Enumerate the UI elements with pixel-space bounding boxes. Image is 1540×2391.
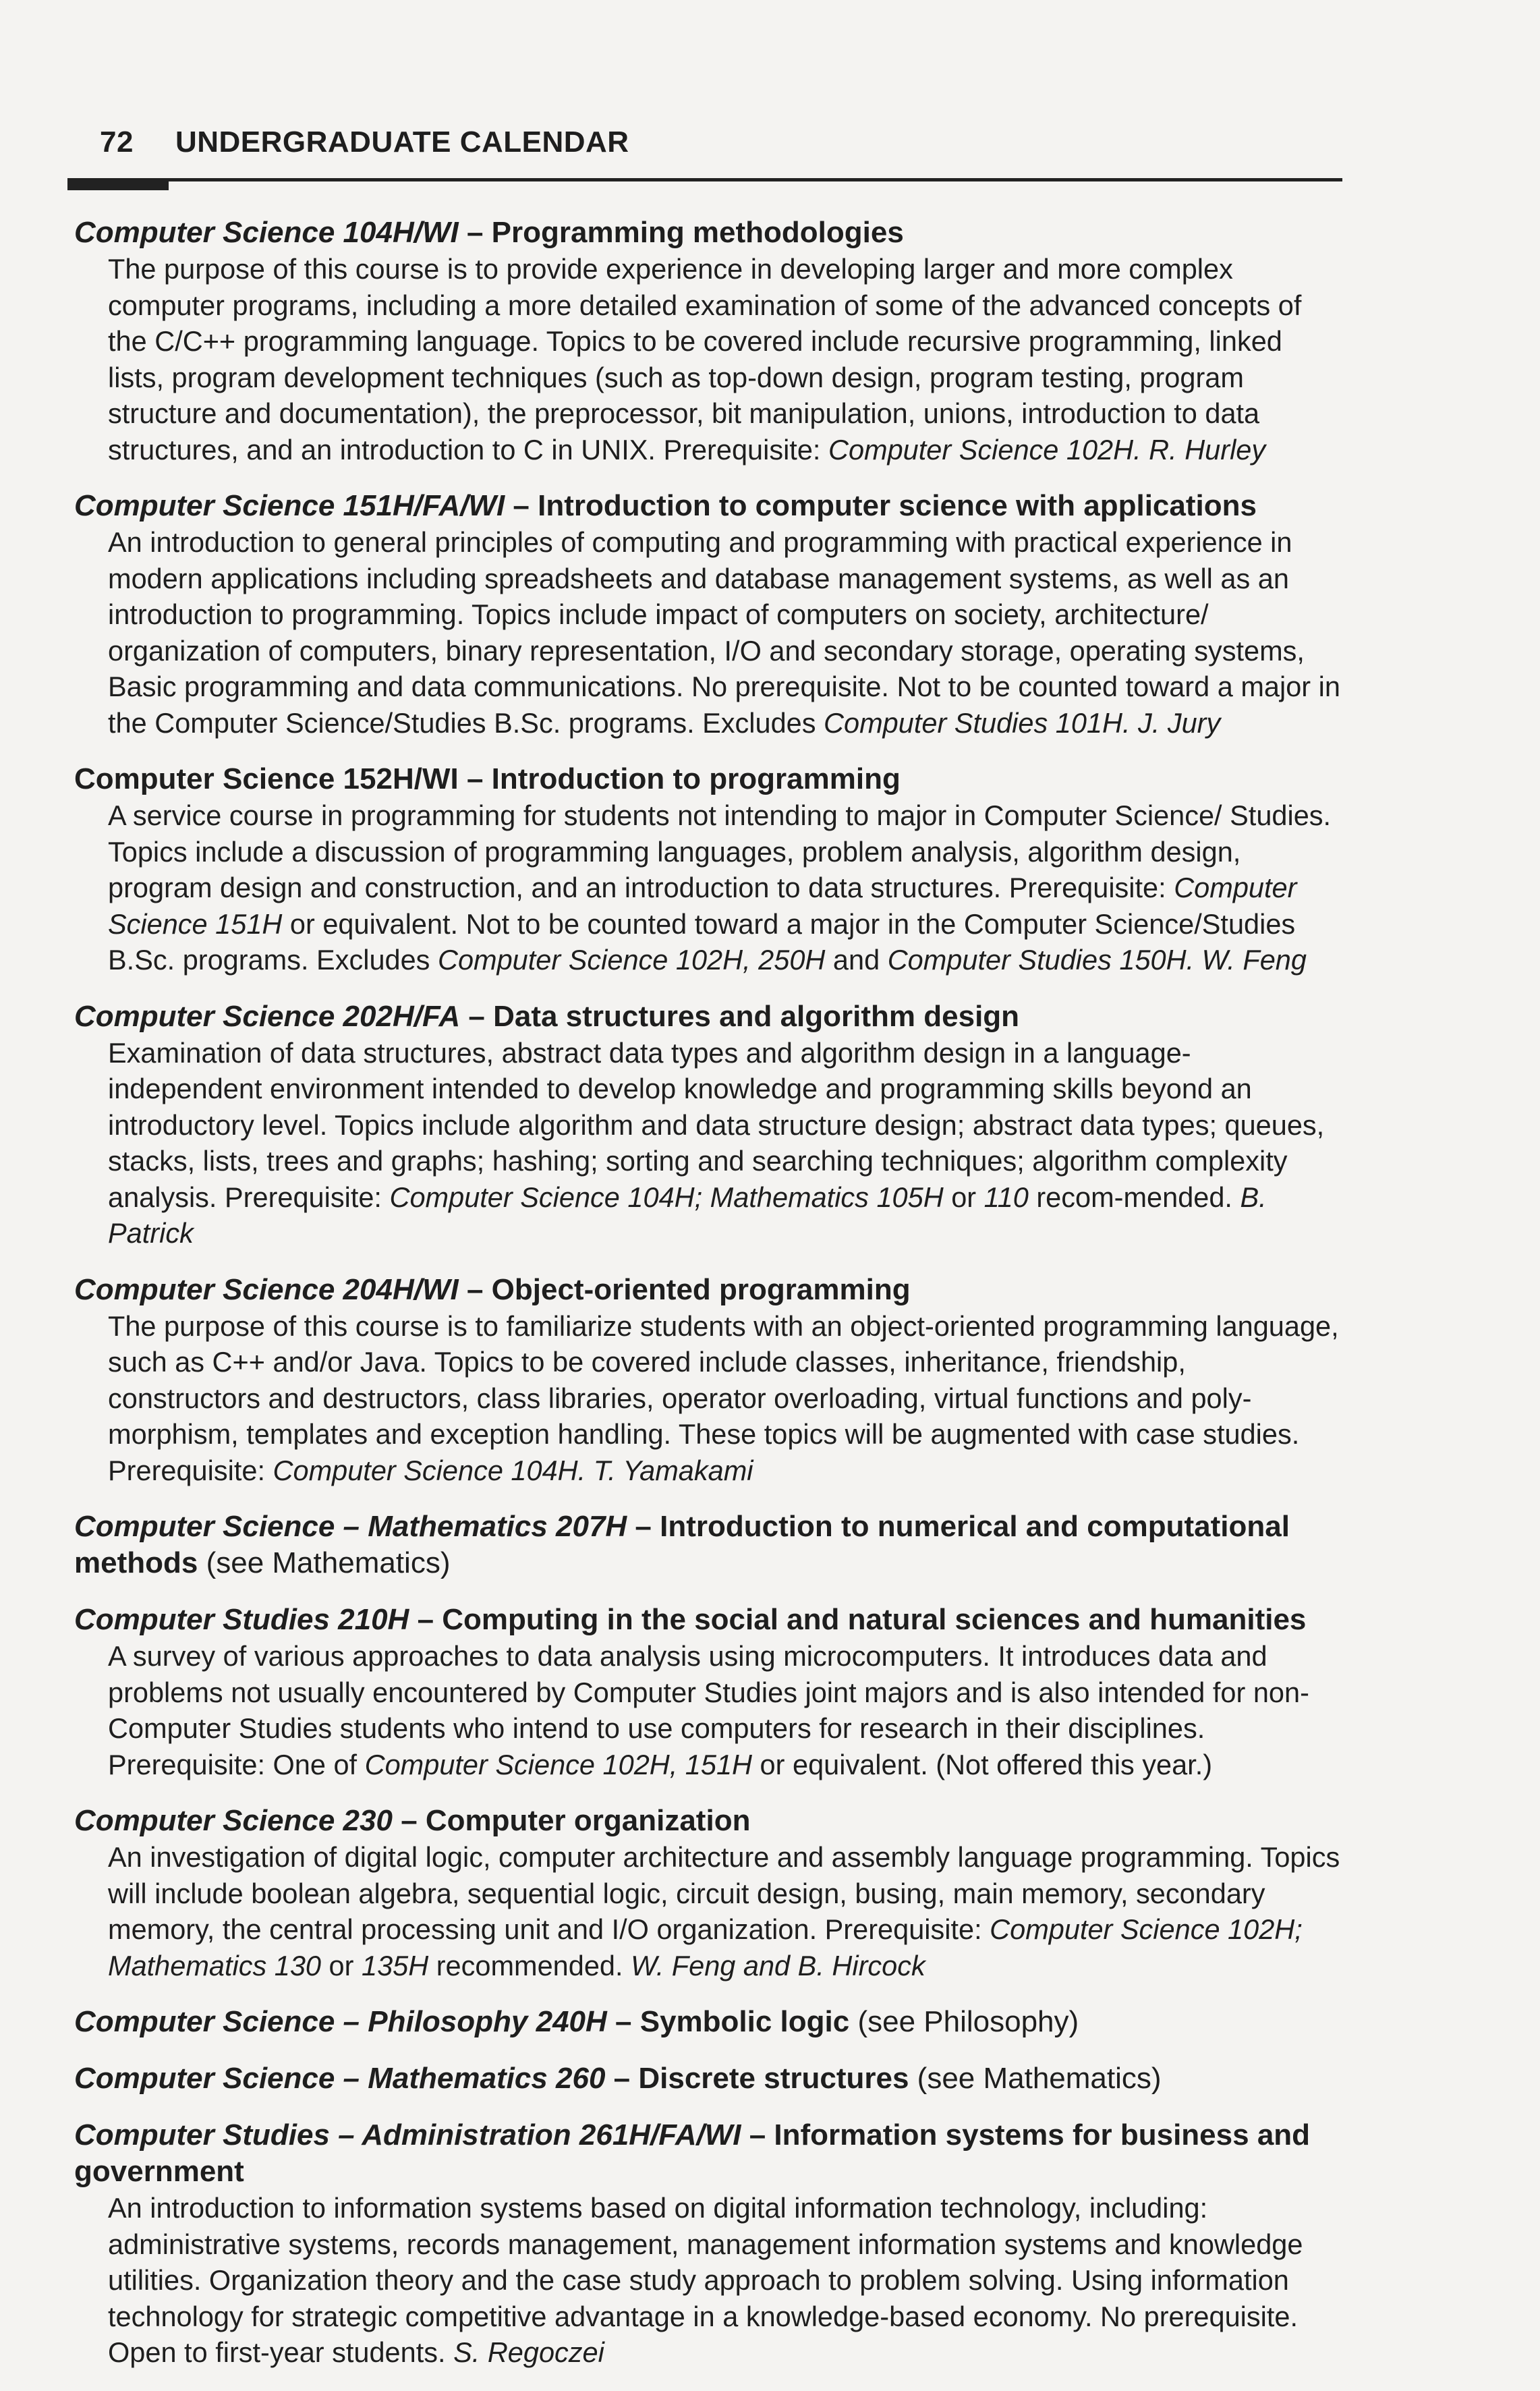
description-text: or equivalent. Not to be counted toward a major in the Computer Science/Studies B.Sc. programs. Excludes (108, 907, 1296, 976)
course-description (74, 251, 1342, 468)
italic-reference: Computer Science 102H, 151H (364, 1748, 753, 1780)
course-entry (74, 488, 1342, 741)
description-text: Examination of data structures, abstract data types and algorithm design in a language-independent environment intended to develop knowledge and programming skills beyond an introductory level. Topics include algorithm and data structure design; abstract data types; queues, stacks, lists, trees and graphs; hashing; sorting and searching techniques; algorithm complexity analysis. Prerequisite: (108, 1036, 1325, 1213)
description-text: A service course in programming for students not intending to major in Computer Science/ Studies. Topics include a discussion of programming languages, problem analysis, algorithm design, program design and construction, and an introduction to data structures. Prerequisite: (108, 799, 1332, 903)
course-title: Information systems for business and government (74, 2118, 1311, 2188)
description-text: or (943, 1181, 984, 1213)
course-code: Computer Science 152H/WI (74, 762, 459, 795)
description-text: The purpose of this course is to familiarize students with an object-oriented programming language, such as C++ and/or Java. Topics to be covered include classes, inheritance, friendship, constructors and destructors, class libraries, operator overloading, virtual functions and poly-morphism, templates and exception handling. These topics will be augmented with case studies. Prerequisite: (108, 1310, 1339, 1486)
heading-separator: – (458, 762, 492, 795)
course-title: Object-oriented programming (491, 1272, 911, 1306)
course-entry (74, 761, 1342, 978)
course-code: Computer Science 204H/WI (74, 1272, 459, 1306)
course-entry (74, 215, 1342, 468)
heading-separator: – (741, 2118, 774, 2151)
course-heading (74, 998, 1342, 1035)
course-code: Computer Studies – Administration 261H/FA/WI (74, 2118, 741, 2151)
course-description (74, 2190, 1342, 2371)
italic-reference: Computer Science 102H; Mathematics 130 (108, 1913, 1303, 1981)
course-title: Data structures and algorithm design (493, 999, 1020, 1033)
course-code: Computer Science – Mathematics 207H (74, 1510, 627, 1543)
course-entry (74, 1803, 1342, 1984)
course-title: Discrete structures (638, 2062, 909, 2095)
course-heading (74, 1803, 1342, 1839)
description-text: An investigation of digital logic, computer architecture and assembly language programming. Topics will include boolean algebra, sequential logic, circuit design, busing, main memory, secondary memory, the central processing unit and I/O organization. Prerequisite: (108, 1841, 1340, 1945)
course-description (74, 1035, 1342, 1251)
description-text: recommended. (428, 1949, 631, 1981)
course-code: Computer Science 104H/WI (74, 216, 459, 249)
italic-reference: Computer Studies 101H. J. Jury (824, 706, 1221, 739)
course-list (74, 215, 1342, 2391)
cross-reference: (see Mathematics) (909, 2062, 1162, 2095)
heading-separator: – (606, 2005, 640, 2038)
italic-reference: S. Regoczei (453, 2336, 604, 2368)
course-entry (74, 2060, 1342, 2097)
italic-reference: Computer Science 102H, 250H (437, 944, 826, 976)
italic-reference: B. Patrick (108, 1181, 1267, 1249)
course-heading (74, 1602, 1342, 1638)
course-entry (74, 1272, 1342, 1489)
heading-separator: – (458, 1272, 492, 1306)
description-text: The purpose of this course is to provide experience in developing larger and more complex computer programs, including a more detailed examination of some of the advanced concepts of the C/C++ programming language. Topics to be covered include recursive programming, linked lists, program development techniques (such as top-down design, program testing, program structure and documentation), the preprocessor, bit manipulation, unions, introduction to data structures, and an introduction to C in UNIX. Prerequisite: (108, 253, 1302, 466)
course-code: Computer Science 151H/FA/WI (74, 489, 505, 522)
course-description (74, 797, 1342, 978)
course-code: Computer Science 230 (74, 1804, 393, 1837)
course-entry (74, 1509, 1342, 1581)
cross-reference: (see Mathematics) (198, 1546, 451, 1579)
heading-separator: – (627, 1510, 660, 1543)
course-title: Computer organization (425, 1804, 751, 1837)
course-heading (74, 2117, 1342, 2190)
description-text: or equivalent. (Not offered this year.) (752, 1748, 1213, 1780)
course-heading (74, 2060, 1342, 2097)
course-code: Computer Science – Philosophy 240H (74, 2005, 607, 2038)
header-rule-tab (67, 178, 169, 190)
course-heading (74, 1509, 1342, 1581)
description-text: An introduction to general principles of computing and programming with practical experience in modern applications including spreadsheets and database management systems, as well as an introduction to programming. Topics include impact of computers on society, architecture/ organization of computers, binary representation, I/O and secondary storage, operating systems, Basic programming and data communications. No prerequisite. Not to be counted toward a major in the Computer Science/Studies B.Sc. programs. Excludes (108, 526, 1340, 739)
heading-separator: – (409, 1603, 443, 1636)
heading-separator: – (605, 2062, 639, 2095)
course-entry (74, 998, 1342, 1251)
italic-reference: Computer Science 104H. T. Yamakami (273, 1454, 753, 1486)
description-text: or (321, 1949, 362, 1981)
course-description (74, 1839, 1342, 1984)
italic-reference: 110 (983, 1181, 1029, 1213)
course-description (74, 524, 1342, 741)
heading-separator: – (392, 1804, 426, 1837)
course-title: Programming methodologies (491, 216, 904, 249)
course-entry (74, 2004, 1342, 2040)
running-title: UNDERGRADUATE CALENDAR (175, 125, 629, 159)
course-title: Introduction to numerical and computational methods (74, 1510, 1290, 1579)
course-title: Introduction to computer science with applications (538, 489, 1257, 522)
page-header (100, 125, 1334, 159)
course-description (74, 1638, 1342, 1782)
course-heading (74, 1272, 1342, 1308)
heading-separator: – (505, 489, 538, 522)
course-heading (74, 215, 1342, 251)
cross-reference: (see Philosophy) (849, 2005, 1079, 2038)
description-text: and (825, 944, 888, 976)
header-rule (67, 178, 1342, 181)
description-text: recom-mended. (1028, 1181, 1240, 1213)
italic-reference: Computer Studies 150H. W. Feng (887, 944, 1307, 976)
course-title: Introduction to programming (491, 762, 901, 795)
course-code: Computer Science – Mathematics 260 (74, 2062, 606, 2095)
italic-reference: 135H (361, 1949, 429, 1981)
page-number: 72 (100, 125, 134, 159)
heading-separator: – (460, 999, 494, 1033)
course-code: Computer Science 202H/FA (74, 999, 461, 1033)
course-entry (74, 2117, 1342, 2371)
italic-reference: Computer Science 151H (108, 872, 1297, 940)
course-entry (74, 1602, 1342, 1782)
heading-separator: – (458, 216, 492, 249)
course-title: Computing in the social and natural sciences and humanities (442, 1603, 1307, 1636)
course-heading (74, 761, 1342, 797)
description-text: A survey of various approaches to data analysis using microcomputers. It introduces data and problems not usually encountered by Computer Studies joint majors and is also intended for non-Computer Studies students who intend to use computers for research in their disciplines. Prerequisite: One of (108, 1640, 1309, 1780)
course-code: Computer Studies 210H (74, 1603, 409, 1636)
italic-reference: Computer Science 104H; Mathematics 105H (389, 1181, 944, 1213)
italic-reference: Computer Science 102H. R. Hurley (828, 433, 1266, 466)
description-text: An introduction to information systems based on digital information technology, including: administrative systems, records management, management information systems and knowledge utilities. Organization theory and the case study approach to problem solving. Using information technology for strategic competitive advantage in a knowledge-based economy. No prerequisite. Open to first-year students. (108, 2192, 1303, 2368)
italic-reference: W. Feng and B. Hircock (631, 1949, 925, 1981)
course-description (74, 1308, 1342, 1489)
course-title: Symbolic logic (639, 2005, 850, 2038)
course-heading (74, 2004, 1342, 2040)
course-heading (74, 488, 1342, 524)
